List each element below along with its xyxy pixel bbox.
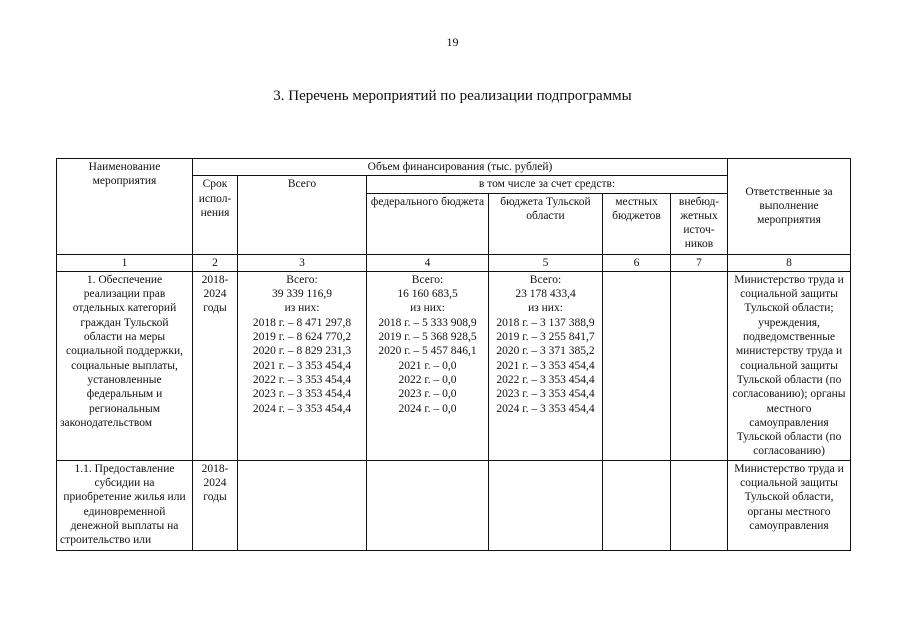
activities-table xyxy=(56,158,851,551)
table-row xyxy=(57,460,851,550)
column-number: 8 xyxy=(728,254,851,271)
table-row xyxy=(57,271,851,460)
header-period: Срок испол-нения xyxy=(193,176,238,254)
column-number: 2 xyxy=(193,254,238,271)
activity-regional xyxy=(489,460,603,550)
activity-name: 1. Обеспечение реализации прав отдельных категорий граждан Тульской области на меры социальной поддержки, социальные выплаты, установленные федеральным и региональным законодательством xyxy=(57,271,193,460)
activity-period: 2018-2024 годы xyxy=(193,271,238,460)
header-regional: бюджета Тульской области xyxy=(489,193,603,254)
column-numbers-row xyxy=(57,254,851,271)
activity-total: Всего: 39 339 116,9 из них: 2018 г. – 8 471 297,8 2019 г. – 8 624 770,2 2020 г. – 8 829 231,3 2021 г. – 3 353 454,4 2022 г. – 3 353 454,4 2023 г. – 3 353 454,4 2024 г. – 3 353 454,4 xyxy=(238,271,367,460)
column-number: 3 xyxy=(238,254,367,271)
column-number: 4 xyxy=(367,254,489,271)
page-title: 3. Перечень мероприятий по реализации подпрограммы xyxy=(273,88,632,104)
header-federal: федерального бюджета xyxy=(367,193,489,254)
column-number: 6 xyxy=(603,254,671,271)
column-number: 7 xyxy=(671,254,728,271)
activity-federal: Всего: 16 160 683,5 из них: 2018 г. – 5 333 908,9 2019 г. – 5 368 928,5 2020 г. – 5 457 846,1 2021 г. – 0,0 2022 г. – 0,0 2023 г. – 0,0 2024 г. – 0,0 xyxy=(367,271,489,460)
header-responsible: Ответственные за выполнение мероприятия xyxy=(728,159,851,255)
column-number: 1 xyxy=(57,254,193,271)
activity-responsible: Министерство труда и социальной защиты Тульской области; учреждения, подведомственные министерству труда и социальной защиты Тульской области (по согласованию); органы местного самоуправления Тульской области (по согласованию) xyxy=(728,271,851,460)
activity-responsible: Министерство труда и социальной защиты Тульской области, органы местного самоуправления xyxy=(728,460,851,550)
header-extra: внебюд-жетных источ-ников xyxy=(671,193,728,254)
header-funding-group: Объем финансирования (тыс. рублей) xyxy=(193,159,728,176)
activity-federal xyxy=(367,460,489,550)
header-row-1 xyxy=(57,159,851,176)
page-number: 19 xyxy=(446,35,459,49)
activity-period: 2018-2024 годы xyxy=(193,460,238,550)
header-name: Наименование мероприятия xyxy=(57,159,193,255)
activity-local xyxy=(603,271,671,460)
header-including: в том числе за счет средств: xyxy=(367,176,728,193)
header-total: Всего xyxy=(238,176,367,254)
activity-extra xyxy=(671,460,728,550)
activity-regional: Всего: 23 178 433,4 из них: 2018 г. – 3 137 388,9 2019 г. – 3 255 841,7 2020 г. – 3 371 385,2 2021 г. – 3 353 454,4 2022 г. – 3 353 454,4 2023 г. – 3 353 454,4 2024 г. – 3 353 454,4 xyxy=(489,271,603,460)
activity-total xyxy=(238,460,367,550)
activity-local xyxy=(603,460,671,550)
header-local: местных бюджетов xyxy=(603,193,671,254)
column-number: 5 xyxy=(489,254,603,271)
activity-extra xyxy=(671,271,728,460)
activity-name: 1.1. Предоставление субсидии на приобретение жилья или единовременной денежной выплаты на строительство или xyxy=(57,460,193,550)
